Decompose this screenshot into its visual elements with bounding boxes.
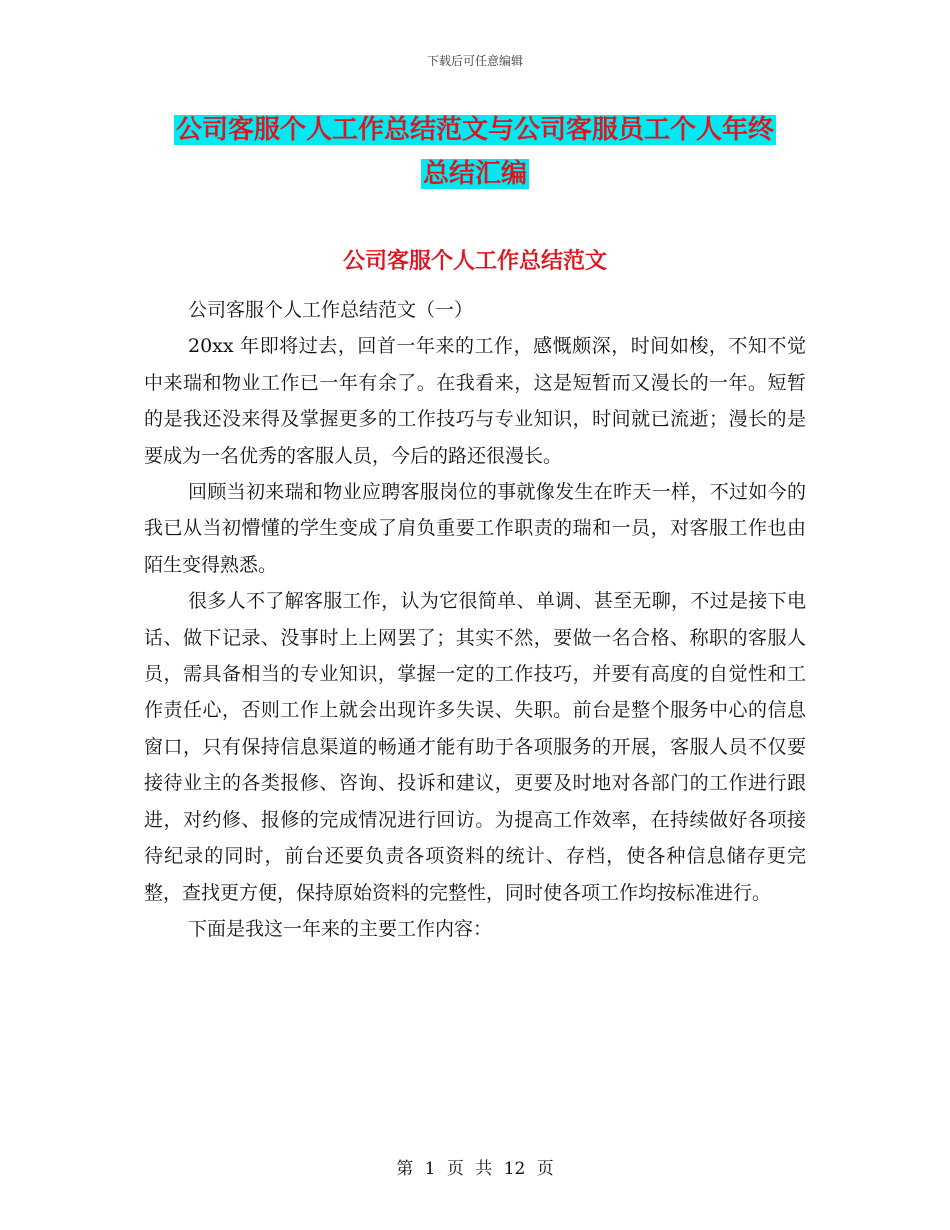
section-title: 公司客服个人工作总结范文 — [342, 249, 607, 274]
title-line-1: 公司客服个人工作总结范文与公司客服员工个人年终 — [175, 115, 774, 145]
page-number: 第 1 页 共 12 页 — [396, 1159, 554, 1179]
paragraph: 20xx 年即将过去，回首一年来的工作，感慨颇深，时间如梭，不知不觉中来瑞和物业工作已一年有余了。在我看来，这是短暂而又漫长的一年。短暂的是我还没来得及掌握更多的工作技巧与专业知识，时间就已流逝；漫长的是要成为一名优秀的客服人员，今后的路还很漫长。 — [144, 335, 806, 467]
paragraph: 公司客服个人工作总结范文（一） — [188, 299, 474, 321]
paragraph: 下面是我这一年来的主要工作内容： — [188, 917, 493, 940]
document-body — [144, 292, 806, 947]
document-title — [0, 108, 950, 196]
paragraph: 回顾当初来瑞和物业应聘客服岗位的事就像发生在昨天一样，不过如今的我已从当初懵懂的学生变成了肩负重要工作职责的瑞和一员，对客服工作也由陌生变得熟悉。 — [144, 481, 806, 576]
title-line-2: 总结汇编 — [422, 159, 527, 189]
paragraph: 很多人不了解客服工作，认为它很简单、单调、甚至无聊，不过是接下电话、做下记录、没事时上上网罢了；其实不然，要做一名合格、称职的客服人员，需具备相当的专业知识，掌握一定的工作技巧，并要有高度的自觉性和工作责任心，否则工作上就会出现许多失误、失职。前台是整个服务中心的信息窗口，只有保持信息渠道的畅通才能有助于各项服务的开展，客服人员不仅要接待业主的各类报修、咨询、投诉和建议，更要及时地对各部门的工作进行跟进，对约修、报修的完成情况进行回访。为提高工作效率，在持续做好各项接待纪录的同时，前台还要负责各项资料的统计、存档，使各种信息储存更完整，查找更方便，保持原始资料的完整性，同时使各项工作均按标准进行。 — [144, 590, 806, 904]
page-header: 下载后可任意编辑 — [426, 54, 523, 68]
